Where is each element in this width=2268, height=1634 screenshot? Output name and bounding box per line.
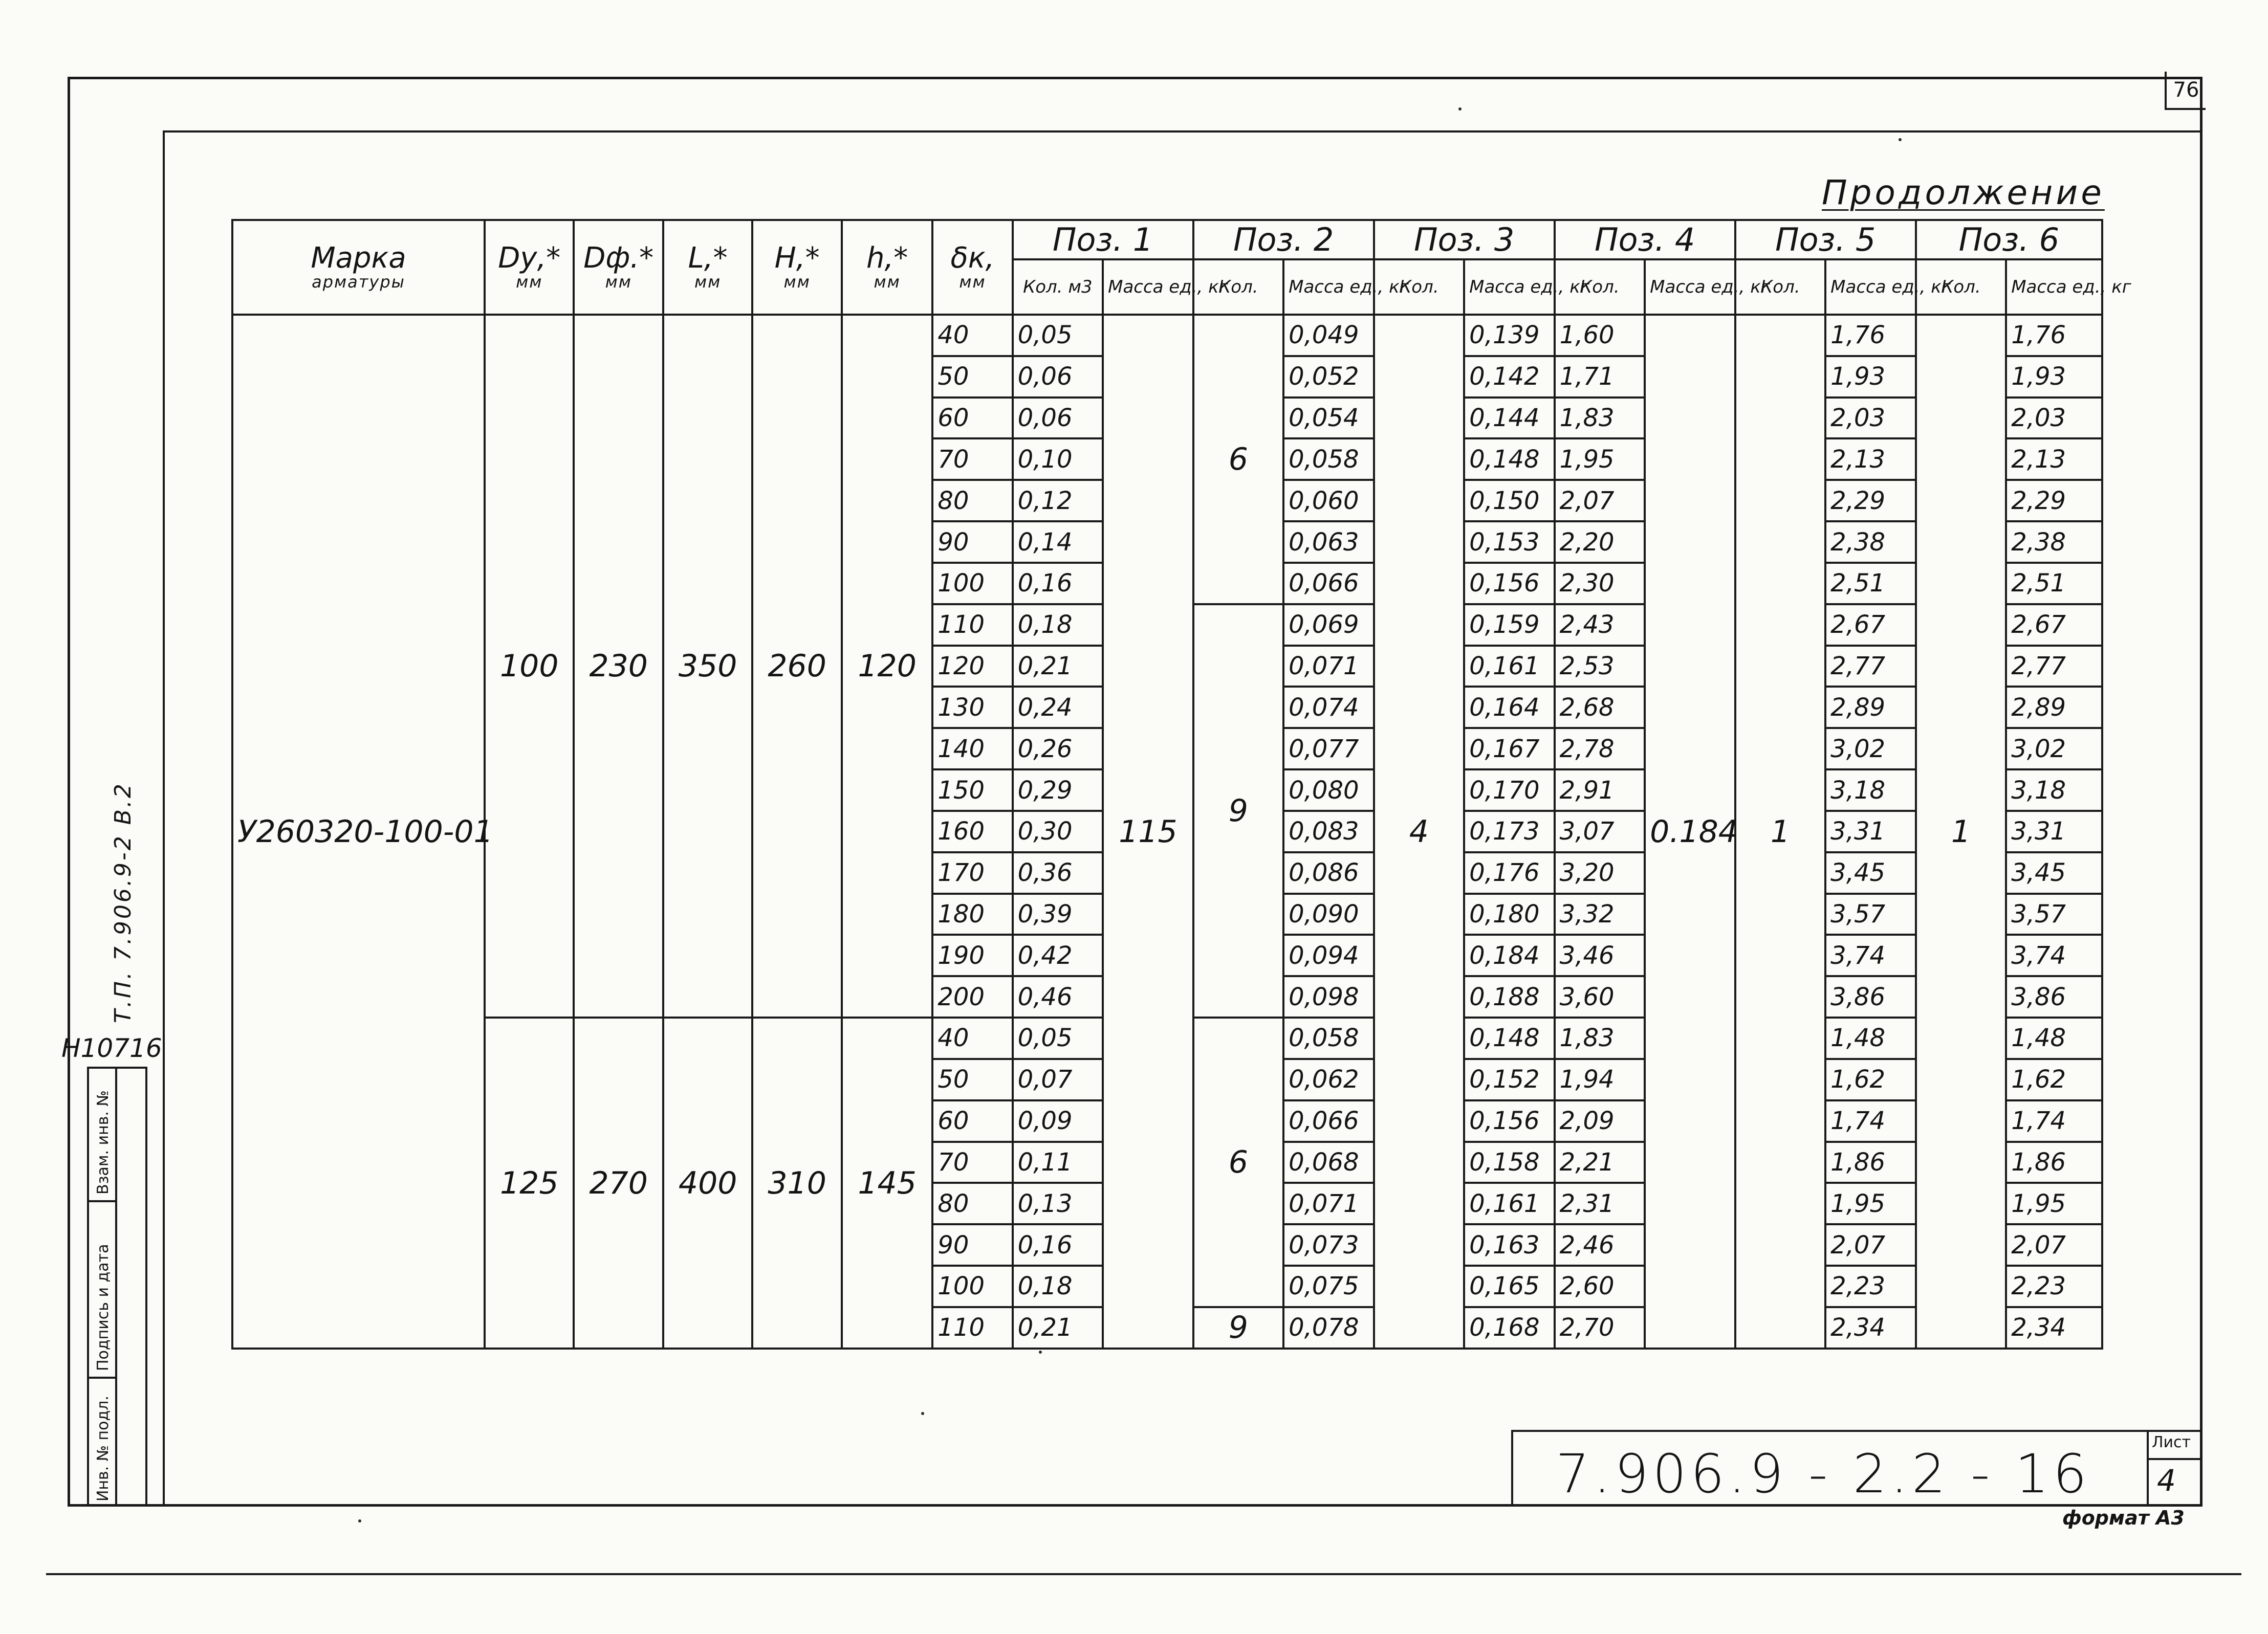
pos3-mass-cell: 0,188: [1464, 976, 1555, 1018]
pos6-mass-cell: 2,03: [2006, 398, 2102, 439]
header-pos-1: Поз. 1: [1013, 220, 1193, 259]
header-pos5-mass: Масса ед., кг: [1825, 259, 1916, 315]
pos2-mass-cell: 0,063: [1283, 521, 1374, 563]
pos6-qty-cell: 1: [1916, 315, 2007, 1349]
pos5-qty-cell: 1: [1735, 315, 1826, 1349]
pos5-mass-cell: 1,86: [1825, 1142, 1916, 1183]
pos1-qty-cell: 0,21: [1013, 646, 1103, 687]
delta-cell: 40: [932, 315, 1012, 356]
pos1-qty-cell: 0,05: [1013, 1018, 1103, 1059]
pos3-qty-cell: 4: [1374, 315, 1465, 1349]
h-small-cell: 145: [842, 1018, 933, 1349]
pos6-mass-cell: 1,86: [2006, 1142, 2102, 1183]
pos3-mass-cell: 0,148: [1464, 1018, 1555, 1059]
pos2-mass-cell: 0,086: [1283, 852, 1374, 894]
header-row-positions: [232, 220, 2102, 259]
pos4-qty-cell: 3,60: [1555, 976, 1645, 1018]
pos4-qty-cell: 2,46: [1555, 1224, 1645, 1266]
delta-cell: 170: [932, 852, 1012, 894]
header-dy-unit: мм: [516, 272, 543, 292]
header-pos2-mass: Масса ед., кг: [1283, 259, 1374, 315]
header-pos4-qty: Кол.: [1555, 259, 1645, 315]
pos5-mass-cell: 2,23: [1825, 1266, 1916, 1307]
header-df-unit: мм: [605, 272, 632, 292]
pos1-qty-cell: 0,46: [1013, 976, 1103, 1018]
pos3-mass-cell: 0,153: [1464, 521, 1555, 563]
pos2-qty-cell: 9: [1193, 604, 1284, 1018]
pos4-qty-cell: 2,91: [1555, 769, 1645, 811]
delta-cell: 190: [932, 935, 1012, 976]
pos3-mass-cell: 0,173: [1464, 811, 1555, 852]
delta-cell: 70: [932, 438, 1012, 480]
header-dy-title: Dу,*: [498, 241, 561, 275]
pos1-qty-cell: 0,12: [1013, 480, 1103, 521]
pos6-mass-cell: 3,74: [2006, 935, 2102, 976]
pos3-mass-cell: 0,180: [1464, 894, 1555, 935]
pos1-qty-cell: 0,21: [1013, 1307, 1103, 1349]
pos6-mass-cell: 1,62: [2006, 1059, 2102, 1100]
delta-cell: 140: [932, 728, 1012, 769]
pos1-qty-cell: 0,05: [1013, 315, 1103, 356]
pos5-mass-cell: 2,03: [1825, 398, 1916, 439]
pos2-mass-cell: 0,074: [1283, 687, 1374, 728]
pos1-qty-cell: 0,13: [1013, 1183, 1103, 1224]
pos5-mass-cell: 3,02: [1825, 728, 1916, 769]
pos3-mass-cell: 0,163: [1464, 1224, 1555, 1266]
pos2-mass-cell: 0,075: [1283, 1266, 1374, 1307]
delta-cell: 70: [932, 1142, 1012, 1183]
header-pos3-mass: Масса ед., кг: [1464, 259, 1555, 315]
pos1-qty-cell: 0,30: [1013, 811, 1103, 852]
scan-speck: [1458, 107, 1462, 111]
pos1-qty-cell: 0,11: [1013, 1142, 1103, 1183]
pos2-qty-cell: 6: [1193, 1018, 1284, 1307]
delta-cell: 200: [932, 976, 1012, 1018]
pos2-mass-cell: 0,054: [1283, 398, 1374, 439]
header-pos1-qty: Кол. м3: [1013, 259, 1103, 315]
pos6-mass-cell: 2,07: [2006, 1224, 2102, 1266]
pos6-mass-cell: 1,74: [2006, 1100, 2102, 1142]
header-pos2-qty: Кол.: [1193, 259, 1284, 315]
pos4-qty-cell: 2,68: [1555, 687, 1645, 728]
scan-speck: [921, 1412, 924, 1415]
header-delta-title: δк,: [950, 241, 995, 275]
pos2-mass-cell: 0,068: [1283, 1142, 1374, 1183]
pos2-mass-cell: 0,052: [1283, 356, 1374, 398]
strip-label-replace: Взам. инв. №: [94, 1090, 112, 1195]
pos4-qty-cell: 2,20: [1555, 521, 1645, 563]
pos5-mass-cell: 2,67: [1825, 604, 1916, 646]
pos5-mass-cell: 3,86: [1825, 976, 1916, 1018]
header-dy: [485, 220, 574, 315]
header-h-small-title: h,*: [866, 241, 908, 275]
pos2-qty-cell: 9: [1193, 1307, 1284, 1349]
pos3-mass-cell: 0,165: [1464, 1266, 1555, 1307]
pos6-mass-cell: 1,76: [2006, 315, 2102, 356]
pos5-mass-cell: 3,45: [1825, 852, 1916, 894]
pos6-mass-cell: 3,45: [2006, 852, 2102, 894]
pos5-mass-cell: 2,38: [1825, 521, 1916, 563]
delta-cell: 80: [932, 480, 1012, 521]
header-mark-title: Марка: [311, 241, 406, 275]
pos3-mass-cell: 0,148: [1464, 438, 1555, 480]
pos3-mass-cell: 0,168: [1464, 1307, 1555, 1349]
strip-label-original: Инв. № подл.: [94, 1396, 112, 1501]
pos5-mass-cell: 2,07: [1825, 1224, 1916, 1266]
header-l: [663, 220, 752, 315]
header-delta: [932, 220, 1012, 315]
pos4-qty-cell: 2,78: [1555, 728, 1645, 769]
pos2-mass-cell: 0,066: [1283, 563, 1374, 604]
pos3-mass-cell: 0,156: [1464, 1100, 1555, 1142]
pos3-mass-cell: 0,144: [1464, 398, 1555, 439]
header-pos6-qty: Кол.: [1916, 259, 2007, 315]
pos4-qty-cell: 2,70: [1555, 1307, 1645, 1349]
header-l-title: L,*: [688, 241, 728, 275]
h-small-cell: 120: [842, 315, 933, 1018]
df-cell: 270: [574, 1018, 663, 1349]
header-pos1-mass: Масса ед., кг: [1103, 259, 1193, 315]
delta-cell: 60: [932, 1100, 1012, 1142]
tp-label: Т.П. 7.906.9-2 В.2: [110, 782, 136, 1023]
pos1-qty-cell: 0,29: [1013, 769, 1103, 811]
pos2-mass-cell: 0,078: [1283, 1307, 1374, 1349]
pos2-mass-cell: 0,077: [1283, 728, 1374, 769]
pos1-qty-cell: 0,10: [1013, 438, 1103, 480]
pos2-mass-cell: 0,058: [1283, 1018, 1374, 1059]
scan-speck: [1899, 138, 1902, 141]
pos4-qty-cell: 1,71: [1555, 356, 1645, 398]
pos2-mass-cell: 0,071: [1283, 646, 1374, 687]
pos4-qty-cell: 3,46: [1555, 935, 1645, 976]
pos5-mass-cell: 2,13: [1825, 438, 1916, 480]
delta-cell: 50: [932, 356, 1012, 398]
header-h-big-unit: мм: [783, 272, 811, 292]
pos2-mass-cell: 0,069: [1283, 604, 1374, 646]
pos5-mass-cell: 2,51: [1825, 563, 1916, 604]
scan-speck: [358, 1519, 361, 1522]
pos5-mass-cell: 3,74: [1825, 935, 1916, 976]
pos1-qty-cell: 0,39: [1013, 894, 1103, 935]
pos4-qty-cell: 2,31: [1555, 1183, 1645, 1224]
pos4-qty-cell: 1,94: [1555, 1059, 1645, 1100]
h-big-cell: 260: [752, 315, 841, 1018]
pos1-qty-cell: 0,24: [1013, 687, 1103, 728]
pos1-qty-cell: 0,06: [1013, 356, 1103, 398]
pos6-mass-cell: 2,23: [2006, 1266, 2102, 1307]
pos5-mass-cell: 1,48: [1825, 1018, 1916, 1059]
pos1-qty-cell: 0,18: [1013, 604, 1103, 646]
pos1-qty-cell: 0,42: [1013, 935, 1103, 976]
pos2-mass-cell: 0,060: [1283, 480, 1374, 521]
pos6-mass-cell: 2,77: [2006, 646, 2102, 687]
header-df: [574, 220, 663, 315]
pos2-mass-cell: 0,080: [1283, 769, 1374, 811]
pos2-mass-cell: 0,062: [1283, 1059, 1374, 1100]
pos2-mass-cell: 0,073: [1283, 1224, 1374, 1266]
pos5-mass-cell: 3,18: [1825, 769, 1916, 811]
pos5-mass-cell: 1,74: [1825, 1100, 1916, 1142]
delta-cell: 60: [932, 398, 1012, 439]
pos1-mass-cell: 115: [1103, 315, 1193, 1349]
pos1-qty-cell: 0,06: [1013, 398, 1103, 439]
pos3-mass-cell: 0,150: [1464, 480, 1555, 521]
delta-cell: 110: [932, 1307, 1012, 1349]
pos3-mass-cell: 0,161: [1464, 1183, 1555, 1224]
pos5-mass-cell: 3,31: [1825, 811, 1916, 852]
pos6-mass-cell: 2,38: [2006, 521, 2102, 563]
pos6-mass-cell: 2,34: [2006, 1307, 2102, 1349]
pos2-mass-cell: 0,098: [1283, 976, 1374, 1018]
strip-label-signature: Подпись и дата: [94, 1244, 112, 1371]
header-h-small: [842, 220, 933, 315]
pos5-mass-cell: 2,77: [1825, 646, 1916, 687]
pos2-mass-cell: 0,049: [1283, 315, 1374, 356]
header-pos5-qty: Кол.: [1735, 259, 1826, 315]
inventory-number: Н10716: [61, 1033, 162, 1063]
pos6-mass-cell: 2,13: [2006, 438, 2102, 480]
pos4-qty-cell: 2,43: [1555, 604, 1645, 646]
h-big-cell: 310: [752, 1018, 841, 1349]
table-row: [232, 315, 2102, 356]
pos4-qty-cell: 1,83: [1555, 1018, 1645, 1059]
pos5-mass-cell: 1,93: [1825, 356, 1916, 398]
sheet-box-divider: [2147, 1458, 2202, 1460]
pos5-mass-cell: 3,57: [1825, 894, 1916, 935]
pos6-mass-cell: 2,51: [2006, 563, 2102, 604]
pos3-mass-cell: 0,139: [1464, 315, 1555, 356]
pos1-qty-cell: 0,09: [1013, 1100, 1103, 1142]
header-h-small-unit: мм: [874, 272, 901, 292]
pos4-qty-cell: 2,60: [1555, 1266, 1645, 1307]
dy-cell: 125: [485, 1018, 574, 1349]
format-label: формат А3: [2062, 1507, 2185, 1529]
delta-cell: 110: [932, 604, 1012, 646]
pos2-qty-cell: 6: [1193, 315, 1284, 604]
pos3-mass-cell: 0,164: [1464, 687, 1555, 728]
pos3-mass-cell: 0,161: [1464, 646, 1555, 687]
delta-cell: 130: [932, 687, 1012, 728]
pos4-qty-cell: 2,21: [1555, 1142, 1645, 1183]
pos6-mass-cell: 1,48: [2006, 1018, 2102, 1059]
header-mark: [232, 220, 485, 315]
pos3-mass-cell: 0,152: [1464, 1059, 1555, 1100]
pos1-qty-cell: 0,07: [1013, 1059, 1103, 1100]
pos4-qty-cell: 2,53: [1555, 646, 1645, 687]
header-pos-6: Поз. 6: [1916, 220, 2102, 259]
pos5-mass-cell: 2,89: [1825, 687, 1916, 728]
scan-speck: [1039, 1351, 1042, 1354]
document-code: 7.906.9 - 2.2 - 16: [1556, 1443, 2091, 1505]
pos5-mass-cell: 2,29: [1825, 480, 1916, 521]
pos1-qty-cell: 0,36: [1013, 852, 1103, 894]
header-h-big-title: H,*: [774, 241, 820, 275]
header-pos-4: Поз. 4: [1555, 220, 1735, 259]
df-cell: 230: [574, 315, 663, 1018]
pos3-mass-cell: 0,184: [1464, 935, 1555, 976]
pos4-qty-cell: 1,60: [1555, 315, 1645, 356]
pos1-qty-cell: 0,18: [1013, 1266, 1103, 1307]
pos5-mass-cell: 2,34: [1825, 1307, 1916, 1349]
pos3-mass-cell: 0,159: [1464, 604, 1555, 646]
header-h-big: [752, 220, 841, 315]
page-number: 76: [2165, 72, 2206, 110]
pos4-qty-cell: 3,20: [1555, 852, 1645, 894]
pos6-mass-cell: 1,95: [2006, 1183, 2102, 1224]
l-cell: 400: [663, 1018, 752, 1349]
delta-cell: 180: [932, 894, 1012, 935]
sheet-label: Лист: [2152, 1433, 2191, 1451]
pos5-mass-cell: 1,95: [1825, 1183, 1916, 1224]
header-delta-unit: мм: [959, 272, 986, 292]
delta-cell: 80: [932, 1183, 1012, 1224]
pos4-qty-cell: 2,09: [1555, 1100, 1645, 1142]
delta-cell: 90: [932, 521, 1012, 563]
pos2-mass-cell: 0,094: [1283, 935, 1374, 976]
header-pos-3: Поз. 3: [1374, 220, 1555, 259]
pos2-mass-cell: 0,083: [1283, 811, 1374, 852]
pos6-mass-cell: 2,29: [2006, 480, 2102, 521]
delta-cell: 160: [932, 811, 1012, 852]
delta-cell: 100: [932, 1266, 1012, 1307]
pos6-mass-cell: 2,89: [2006, 687, 2102, 728]
delta-cell: 40: [932, 1018, 1012, 1059]
delta-cell: 150: [932, 769, 1012, 811]
sheet-number: 4: [2157, 1463, 2176, 1498]
continuation-title: Продолжение: [1822, 173, 2105, 212]
header-l-unit: мм: [694, 272, 722, 292]
pos1-qty-cell: 0,16: [1013, 1224, 1103, 1266]
pos6-mass-cell: 3,57: [2006, 894, 2102, 935]
header-pos-5: Поз. 5: [1735, 220, 1916, 259]
pos4-qty-cell: 3,32: [1555, 894, 1645, 935]
header-pos4-mass: Масса ед., кг: [1645, 259, 1735, 315]
pos3-mass-cell: 0,156: [1464, 563, 1555, 604]
pos4-mass-cell: 0.184: [1645, 315, 1735, 1349]
pos6-mass-cell: 3,18: [2006, 769, 2102, 811]
pos4-qty-cell: 2,30: [1555, 563, 1645, 604]
pos3-mass-cell: 0,167: [1464, 728, 1555, 769]
header-mark-sub: арматуры: [312, 272, 405, 292]
l-cell: 350: [663, 315, 752, 1018]
header-pos6-mass: Масса ед., кг: [2006, 259, 2102, 315]
header-pos-2: Поз. 2: [1193, 220, 1374, 259]
pos1-qty-cell: 0,16: [1013, 563, 1103, 604]
delta-cell: 90: [932, 1224, 1012, 1266]
header-pos3-qty: Кол.: [1374, 259, 1465, 315]
specification-body: [232, 315, 2102, 1349]
pos6-mass-cell: 1,93: [2006, 356, 2102, 398]
pos2-mass-cell: 0,066: [1283, 1100, 1374, 1142]
delta-cell: 50: [932, 1059, 1012, 1100]
header-df-title: Dф.*: [583, 241, 654, 275]
pos3-mass-cell: 0,170: [1464, 769, 1555, 811]
delta-cell: 120: [932, 646, 1012, 687]
pos2-mass-cell: 0,090: [1283, 894, 1374, 935]
bottom-rule: [46, 1573, 2241, 1575]
pos1-qty-cell: 0,14: [1013, 521, 1103, 563]
pos6-mass-cell: 3,02: [2006, 728, 2102, 769]
pos5-mass-cell: 1,76: [1825, 315, 1916, 356]
pos4-qty-cell: 1,83: [1555, 398, 1645, 439]
pos4-qty-cell: 1,95: [1555, 438, 1645, 480]
pos2-mass-cell: 0,071: [1283, 1183, 1374, 1224]
pos4-qty-cell: 3,07: [1555, 811, 1645, 852]
pos3-mass-cell: 0,176: [1464, 852, 1555, 894]
dy-cell: 100: [485, 315, 574, 1018]
mark-cell: У260320-100-01: [232, 315, 485, 1349]
pos3-mass-cell: 0,158: [1464, 1142, 1555, 1183]
delta-cell: 100: [932, 563, 1012, 604]
pos6-mass-cell: 3,86: [2006, 976, 2102, 1018]
pos6-mass-cell: 2,67: [2006, 604, 2102, 646]
pos3-mass-cell: 0,142: [1464, 356, 1555, 398]
pos4-qty-cell: 2,07: [1555, 480, 1645, 521]
pos6-mass-cell: 3,31: [2006, 811, 2102, 852]
specification-table: [231, 219, 2131, 1350]
pos1-qty-cell: 0,26: [1013, 728, 1103, 769]
pos5-mass-cell: 1,62: [1825, 1059, 1916, 1100]
pos2-mass-cell: 0,058: [1283, 438, 1374, 480]
